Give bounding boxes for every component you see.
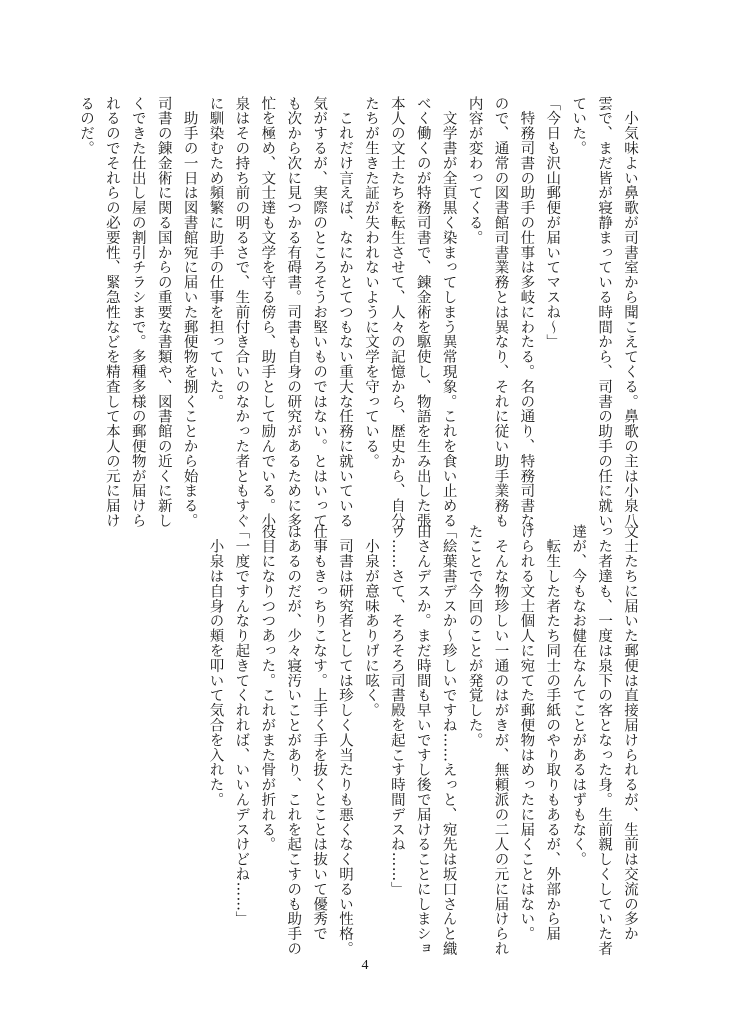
text-line: 「一度ですんなり起きてくれれば、いいんデスけどね……」 [233, 524, 250, 927]
text-line: はあるのだが、少々寝汚いことがあり、これを起こすのも助手の [285, 524, 302, 957]
text-line: べく働くのが特務司書で、錬金術を駆使し、物語を生み出した張 [414, 96, 431, 529]
text-line: 「今日も沢山郵便が届いてマスね～」 [544, 96, 561, 350]
text-line: 小泉が意味ありげに呟く。 [362, 524, 379, 718]
text-line: そんな物珍しい一通のはがきが、無頼派の二人の元に届けられ [492, 524, 509, 957]
text-line: ていた。 [570, 96, 587, 156]
text-line: も次から次に見つかる有碍書。司書も自身の研究があるために多 [285, 96, 302, 529]
text-line: 小気味よい鼻歌が司書室から聞こえてくる。鼻歌の主は小泉八 [622, 96, 638, 529]
text-line: たことで今回のことが発覚した。 [466, 524, 483, 748]
text-line: れるのでそれらの必要性、緊急性などを精査して本人の元に届け [103, 96, 120, 529]
text-line: 泉はその持ち前の明るさで、生前付き合いのなかった者ともすぐ [233, 96, 250, 529]
text-line: たちが生きた証が失われないように文学を守っている。 [362, 96, 379, 469]
text-line: 小泉は自身の頬を叩いて気合を入れた。 [207, 524, 224, 808]
text-line: 助手の一日は図書館宛に届いた郵便物を捌くことから始まる。 [181, 96, 198, 529]
text-line: ので、通常の図書館司書業務とは異なり、それに従い助手業務も [492, 96, 509, 529]
text-line: 司書の錬金術に関る国からの重要な書類や、図書館の近くに新し [155, 96, 172, 529]
text-line: 気がするが、実際のところそうお堅いものではない。とはいって [311, 96, 328, 529]
text-line: 雲で、まだ皆が寝静まっている時間から、司書の助手の任に就い [596, 96, 613, 529]
text-line: に馴染むため頻繁に助手の仕事を担っていた。 [207, 96, 224, 409]
text-line: 忙を極め、文士達も文学を守る傍ら、助手として励んでいる。小 [259, 96, 276, 529]
text-block-top [77, 96, 642, 529]
text-block-bottom [152, 524, 642, 957]
text-line: これだけ言えば、なにかとてつもない重大な任務に就いている [337, 96, 354, 529]
text-line: けられる文士個人に宛てた郵便物はめったに届くことはない。 [518, 524, 535, 942]
text-line: 文学書が全頁黒く染まってしまう異常現象。これを食い止める [440, 96, 457, 529]
text-line: った者達も、一度は泉下の客となった身。生前親しくしていた者 [596, 524, 613, 957]
text-line: 仕事もきっちりこなす。上手く手を抜くとことは抜いて優秀で [311, 524, 328, 942]
text-line: るのだ。 [77, 96, 94, 156]
text-line: 本人の文士たちを転生させて、人々の記憶から、歴史から、自分 [388, 96, 405, 529]
text-line: 転生した者たち同士の手紙のやり取りもあるが、外部から届 [544, 524, 561, 942]
text-line: 特務司書の助手の仕事は多岐にわたる。名の通り、特務司書な [518, 96, 535, 529]
text-line: 文士たちに届いた郵便は直接届けられるが、生前は交流の多か [622, 524, 638, 942]
text-line: ウ……さて、そろそろ司書殿を起こす時間デスね……」 [388, 524, 405, 897]
text-line: 役目になりつつあった。これがまた骨が折れる。 [259, 524, 276, 852]
text-line: くできた仕出し屋の割引チラシまで。多種多様の郵便物が届けら [129, 96, 146, 529]
page-number: 4 [361, 958, 369, 973]
text-line: 達が、今もなお健在なんてことがあるはずもなく。 [570, 524, 587, 867]
text-line: 田さんデスか。まだ時間も早いですし後で届けることにしまショ [414, 524, 431, 957]
text-line: 「絵葉書デスか～珍しいですね……えっと、宛先は坂口さんと織 [440, 524, 457, 957]
text-line: 内容が変わってくる。 [466, 96, 483, 245]
text-line: 司書は研究者としては珍しく人当たりも悪くなく明るい性格。 [337, 524, 354, 957]
